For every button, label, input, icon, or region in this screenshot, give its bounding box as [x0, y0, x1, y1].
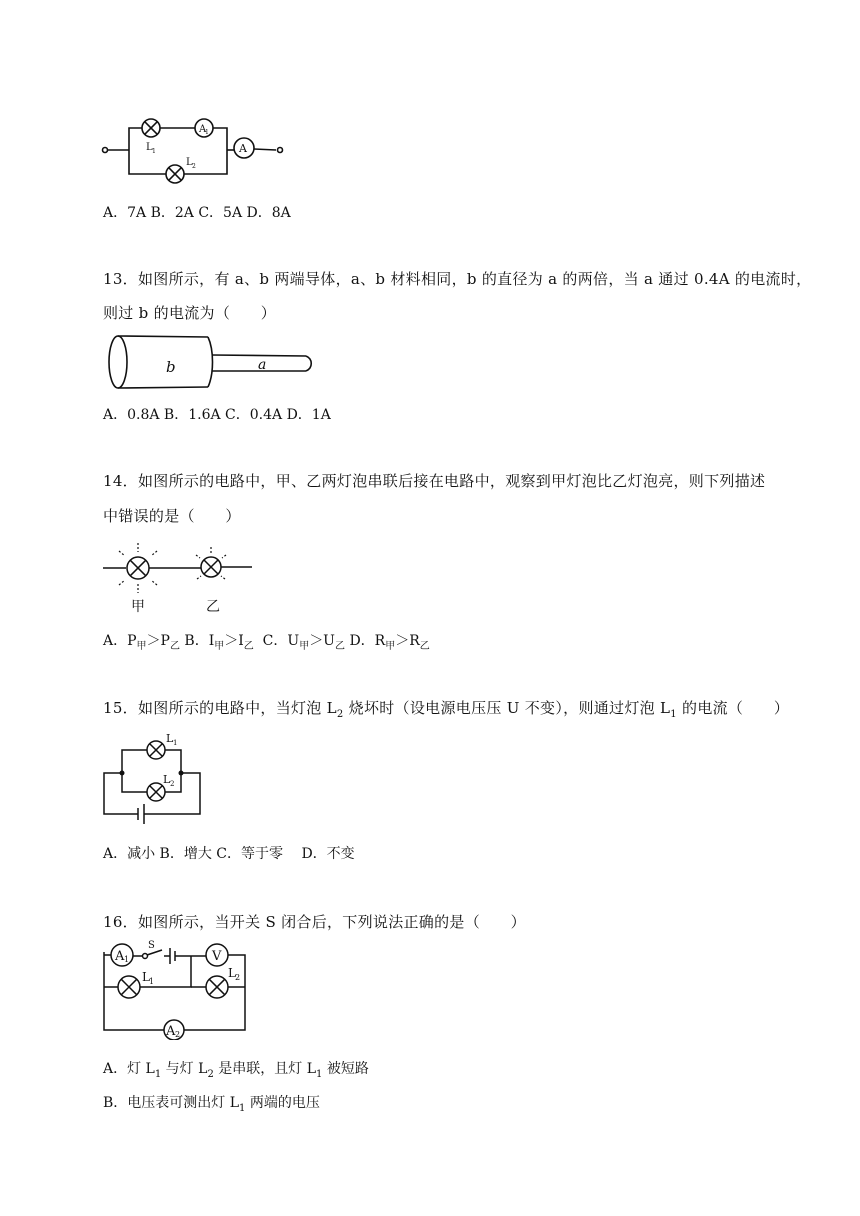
q13-options: A．0.8A B．1.6A C．0.4A D．1A [103, 407, 331, 423]
q15-options: A．减小 B．增大 C．等于零 D．不变 [103, 846, 355, 862]
q16-option-b: B．电压表可测出灯 $L_1$ 两端的电压 [103, 1095, 320, 1114]
q13-conductor-figure [100, 332, 320, 396]
q12-options: A．7A B．2A C．5A D．8A [103, 205, 291, 221]
q13-a-label: a [258, 357, 267, 373]
q13-b-label: b [166, 358, 176, 376]
q12-a1-label: A [199, 124, 207, 135]
q16-a2-label: A [166, 1024, 176, 1039]
q14-options: A．$P_甲>P_乙$ B．$I_甲>I_乙$ C．$U_甲>U_乙$ D．$R_甲>R_乙$ [103, 633, 430, 652]
q12-l1-label: L [146, 142, 153, 153]
svg-text:1: 1 [173, 739, 178, 747]
q16-question: 16．如图所示，当开关 S 闭合后，下列说法正确的是（ ） [103, 913, 526, 931]
q15-l1-label: L [166, 732, 174, 745]
q14-question-line2: 中错误的是（ ） [103, 507, 241, 525]
q15-question: 15．如图所示的电路中，当灯泡 $L_2$ 烧坏时（设电源电压压 U 不变），则通过灯泡 $L_1$ 的电流（ ） [103, 699, 790, 720]
q16-l2-label: L [228, 966, 236, 980]
q16-v-label: V [212, 949, 222, 964]
q13-question-line1: 13．如图所示，有 a、b 两端导体，a、b 材料相同，b 的直径为 a 的两倍，当 a 通过 0.4A 的电流时， [103, 270, 812, 288]
q16-a1-label: A [115, 949, 125, 964]
q16-circuit-figure [100, 940, 260, 1040]
q12-circuit-figure [100, 112, 300, 192]
q14-question-line1: 14．如图所示的电路中，甲、乙两灯泡串联后接在电路中，观察到甲灯泡比乙灯泡亮，则下列描述 [103, 472, 766, 490]
q14-bulbs-figure [100, 535, 260, 615]
q16-s-label: S [148, 940, 155, 951]
q16-option-a: A．灯 $L_1$ 与灯 $L_2$ 是串联，且灯 $L_1$ 被短路 [103, 1061, 369, 1080]
q16-l1-label: L [142, 970, 150, 984]
svg-text:2: 2 [175, 1030, 181, 1039]
q12-l2-label: L [186, 157, 193, 168]
q12-a-label: A [239, 142, 247, 155]
svg-text:1: 1 [205, 129, 209, 136]
svg-text:1: 1 [152, 148, 156, 155]
svg-text:1: 1 [149, 977, 155, 986]
q15-l2-label: L [163, 773, 171, 786]
svg-text:2: 2 [235, 973, 241, 982]
q13-question-line2: 则过 b 的电流为（ ） [103, 304, 277, 322]
svg-text:1: 1 [124, 955, 130, 964]
svg-text:2: 2 [192, 163, 196, 170]
svg-text:2: 2 [170, 780, 175, 788]
q15-circuit-figure [100, 728, 220, 828]
q14-jia-label: 甲 [131, 599, 145, 615]
q14-yi-label: 乙 [206, 599, 220, 615]
